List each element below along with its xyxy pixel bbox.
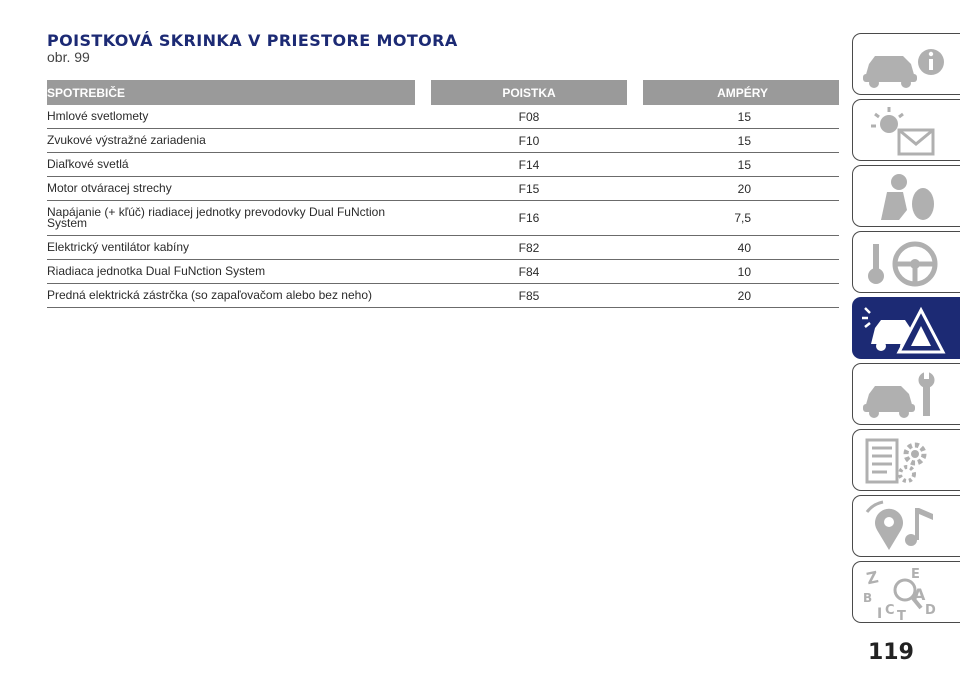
- table-row: [47, 129, 839, 153]
- tab-car-info[interactable]: [852, 33, 960, 95]
- tab-technical-data[interactable]: [852, 429, 960, 491]
- index-letter: C: [885, 603, 895, 618]
- header-fuse: POISTKA: [431, 80, 627, 105]
- ampere-cell: 20: [643, 177, 839, 201]
- warning-light-envelope-icon: [859, 104, 949, 158]
- table-row: [47, 260, 839, 284]
- consumer-cell: Elektrický ventilátor kabíny: [47, 236, 415, 260]
- index-letter: E: [911, 567, 920, 582]
- alphabetical-index-icon: [859, 566, 949, 620]
- index-letter: T: [897, 609, 906, 620]
- figure-reference: obr. 99: [47, 49, 90, 65]
- index-letter: A: [913, 585, 926, 604]
- consumer-cell: Diaľkové svetlá: [47, 153, 415, 177]
- fuse-cell: F08: [431, 105, 627, 129]
- fuse-cell: F85: [431, 284, 627, 308]
- ampere-cell: 10: [643, 260, 839, 284]
- index-letter: B: [863, 591, 873, 605]
- table-row: [47, 177, 839, 201]
- car-wrench-icon: [859, 368, 949, 422]
- car-warning-triangle-icon: [859, 302, 949, 356]
- consumer-cell: Motor otváracej strechy: [47, 177, 415, 201]
- fuse-cell: F10: [431, 129, 627, 153]
- table-row: [47, 105, 839, 129]
- fuse-cell: F15: [431, 177, 627, 201]
- tab-warnings[interactable]: [852, 99, 960, 161]
- fuse-cell: F84: [431, 260, 627, 284]
- multimedia-icon: [859, 500, 949, 554]
- ampere-cell: 15: [643, 153, 839, 177]
- table-row: [47, 201, 839, 236]
- fuse-cell: F14: [431, 153, 627, 177]
- tab-multimedia[interactable]: [852, 495, 960, 557]
- car-info-icon: [859, 38, 949, 92]
- consumer-cell: Zvukové výstražné zariadenia: [47, 129, 415, 153]
- tab-index[interactable]: [852, 561, 960, 623]
- header-consumers: SPOTREBIČE: [47, 80, 415, 105]
- ampere-cell: 7,5: [643, 201, 839, 236]
- ampere-cell: 20: [643, 284, 839, 308]
- seat-airbag-icon: [859, 170, 949, 224]
- ampere-cell: 15: [643, 105, 839, 129]
- ampere-cell: 15: [643, 129, 839, 153]
- page-title: POISTKOVÁ SKRINKA V PRIESTORE MOTORA: [47, 31, 458, 50]
- table-row: [47, 284, 839, 308]
- table-row: [47, 236, 839, 260]
- key-steering-wheel-icon: [859, 236, 949, 290]
- index-letter: I: [877, 606, 883, 620]
- tab-maintenance[interactable]: [852, 363, 960, 425]
- tab-emergency[interactable]: [852, 297, 960, 359]
- consumer-cell: Predná elektrická zástrčka (so zapaľovačom alebo bez neho): [47, 284, 415, 308]
- consumer-cell: Riadiaca jednotka Dual FuNction System: [47, 260, 415, 284]
- index-letter: D: [925, 603, 936, 618]
- table-row: [47, 153, 839, 177]
- ampere-cell: 40: [643, 236, 839, 260]
- tab-safety[interactable]: [852, 165, 960, 227]
- table-header-row: [47, 80, 839, 105]
- specs-gears-icon: [859, 434, 949, 488]
- fuse-table: [47, 80, 839, 308]
- consumer-cell: Hmlové svetlomety: [47, 105, 415, 129]
- fuse-cell: F16: [431, 201, 627, 236]
- page-number: 119: [868, 640, 914, 665]
- fuse-cell: F82: [431, 236, 627, 260]
- tab-starting-driving[interactable]: [852, 231, 960, 293]
- header-amperes: AMPÉRY: [643, 80, 839, 105]
- index-letter: Z: [864, 567, 881, 589]
- consumer-cell: Napájanie (+ kľúč) riadiacej jednotky prevodovky Dual FuNction System: [47, 201, 415, 236]
